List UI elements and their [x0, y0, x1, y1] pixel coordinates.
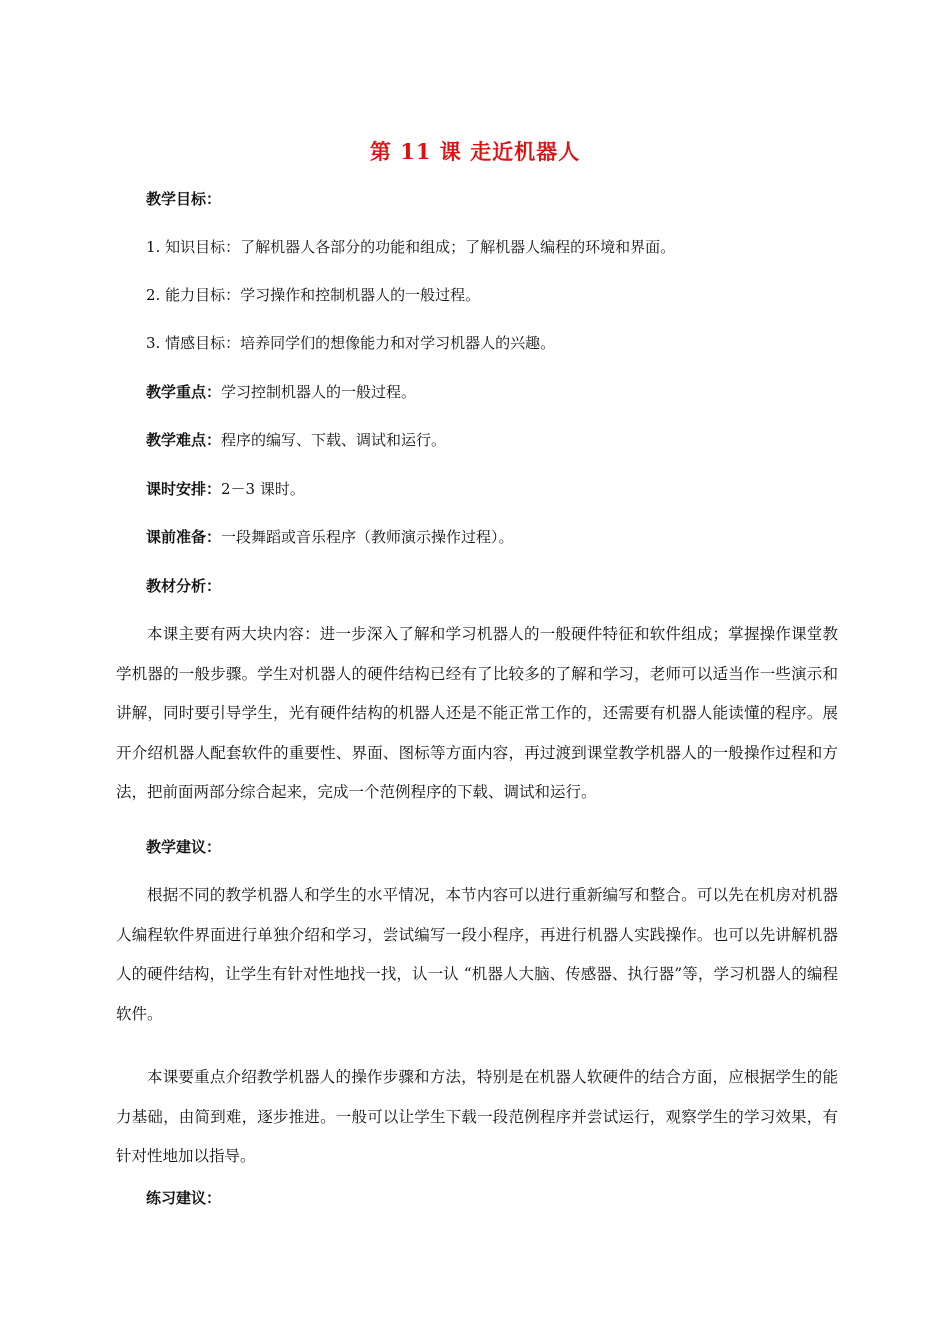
analysis-paragraph: 本课主要有两大块内容：进一步深入了解和学习机器人的一般硬件特征和软件组成；掌握操作课堂教学机器的一般步骤。学生对机器人的硬件结构已经有了比较多的了解和学习，老师可以适当作一些演示和讲解，同时要引导学生，光有硬件结构的机器人还是不能正常工作的，还需要有机器人能读懂的程序。展开介绍机器人配套软件的重要性、界面、图标等方面内容，再过渡到课堂教学机器人的一般操作过程和方法，把前面两部分综合起来，完成一个范例程序的下载、调试和运行。 — [116, 625, 838, 801]
objective-item-ability: 2. 能力目标：学习操作和控制机器人的一般过程。 — [146, 286, 481, 304]
suggestion-paragraph-1: 根据不同的教学机器人和学生的水平情况，本节内容可以进行重新编写和整合。可以先在机房对机器人编程软件界面进行单独介绍和学习，尝试编写一段小程序，再进行机器人实践操作。也可以先讲解机器人的硬件结构，让学生有针对性地找一找，认一认 “机器人大脑、传感器、执行器”等，学习机器人的编程软件。 — [116, 886, 838, 1023]
objectives-heading: 教学目标： — [146, 190, 222, 208]
schedule-line — [146, 478, 305, 499]
preparation-text: 一段舞蹈或音乐程序（教师演示操作过程）。 — [221, 528, 514, 546]
key-point-text: 学习控制机器人的一般过程。 — [221, 383, 417, 401]
schedule-label: 课时安排： — [146, 480, 222, 498]
objective-item-emotion: 3. 情感目标：培养同学们的想像能力和对学习机器人的兴趣。 — [146, 334, 556, 352]
schedule-text: 2－3 课时。 — [221, 480, 305, 498]
document-title: 第 11 课 走近机器人 — [369, 139, 581, 164]
difficulty-label: 教学难点： — [146, 431, 222, 449]
objective-item-knowledge: 1. 知识目标：了解机器人各部分的功能和组成；了解机器人编程的环境和界面。 — [146, 238, 676, 256]
key-point-line — [146, 381, 416, 402]
suggestion-heading: 教学建议： — [146, 838, 222, 856]
exercise-heading: 练习建议： — [146, 1189, 222, 1207]
preparation-label: 课前准备： — [146, 528, 222, 546]
difficulty-text: 程序的编写、下载、调试和运行。 — [221, 431, 447, 449]
key-point-label: 教学重点： — [146, 383, 222, 401]
suggestion-paragraph-2: 本课要重点介绍教学机器人的操作步骤和方法，特别是在机器人软硬件的结合方面，应根据学生的能力基础，由简到难，逐步推进。一般可以让学生下载一段范例程序并尝试运行，观察学生的学习效果，有针对性地加以指导。 — [116, 1068, 838, 1165]
preparation-line — [146, 526, 514, 547]
analysis-heading: 教材分析： — [146, 577, 222, 595]
difficulty-line — [146, 429, 446, 450]
